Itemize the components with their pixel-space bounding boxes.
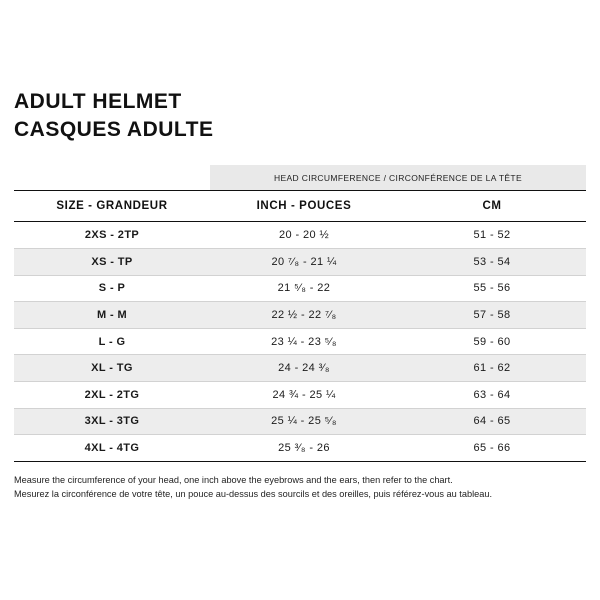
table-group-header-row [14, 165, 586, 191]
cell-size: 2XL - 2TG [14, 382, 210, 409]
cell-cm: 59 - 60 [398, 328, 586, 355]
table-row [14, 382, 586, 409]
cell-inch: 25 ¼ - 25 ⁵⁄₈ [210, 408, 398, 435]
note-french: Mesurez la circonférence de votre tête, un pouce au-dessus des sourcils et des oreilles, puis référez-vous au tableau. [14, 489, 493, 500]
table-row [14, 222, 586, 249]
cell-cm: 65 - 66 [398, 435, 586, 462]
table-row [14, 435, 586, 462]
cell-inch: 20 ⁷⁄₈ - 21 ¼ [210, 249, 398, 276]
cell-size: XL - TG [14, 355, 210, 382]
measurement-notes [14, 473, 586, 502]
cell-cm: 53 - 54 [398, 249, 586, 276]
column-header-size: SIZE - GRANDEUR [14, 191, 210, 222]
cell-cm: 61 - 62 [398, 355, 586, 382]
cell-size: M - M [14, 302, 210, 329]
title-line-english: ADULT HELMET [14, 90, 182, 113]
cell-cm: 63 - 64 [398, 382, 586, 409]
cell-inch: 20 - 20 ½ [210, 222, 398, 249]
cell-inch: 22 ½ - 22 ⁷⁄₈ [210, 302, 398, 329]
cell-size: 2XS - 2TP [14, 222, 210, 249]
group-header-spacer [14, 165, 210, 191]
cell-inch: 23 ¼ - 23 ⁵⁄₈ [210, 328, 398, 355]
table-row [14, 249, 586, 276]
cell-cm: 51 - 52 [398, 222, 586, 249]
cell-size: L - G [14, 328, 210, 355]
cell-inch: 24 ¾ - 25 ¼ [210, 382, 398, 409]
table-row [14, 355, 586, 382]
page-title [14, 88, 586, 143]
cell-inch: 24 - 24 ³⁄₈ [210, 355, 398, 382]
cell-cm: 64 - 65 [398, 408, 586, 435]
cell-size: S - P [14, 275, 210, 302]
cell-size: 4XL - 4TG [14, 435, 210, 462]
column-header-inch: INCH - POUCES [210, 191, 398, 222]
cell-size: XS - TP [14, 249, 210, 276]
cell-cm: 55 - 56 [398, 275, 586, 302]
cell-inch: 21 ⁵⁄₈ - 22 [210, 275, 398, 302]
column-header-cm: CM [398, 191, 586, 222]
size-chart-table [14, 165, 586, 461]
title-line-french: CASQUES ADULTE [14, 117, 214, 141]
table-header-row [14, 191, 586, 222]
note-english: Measure the circumference of your head, one inch above the eyebrows and the ears, then refer to the chart. [14, 474, 453, 485]
table-row [14, 328, 586, 355]
cell-size: 3XL - 3TG [14, 408, 210, 435]
group-header-circumference: HEAD CIRCUMFERENCE / CIRCONFÉRENCE DE LA TÊTE [210, 165, 586, 191]
table-row [14, 275, 586, 302]
cell-inch: 25 ³⁄₈ - 26 [210, 435, 398, 462]
table-row [14, 302, 586, 329]
cell-cm: 57 - 58 [398, 302, 586, 329]
table-row [14, 408, 586, 435]
